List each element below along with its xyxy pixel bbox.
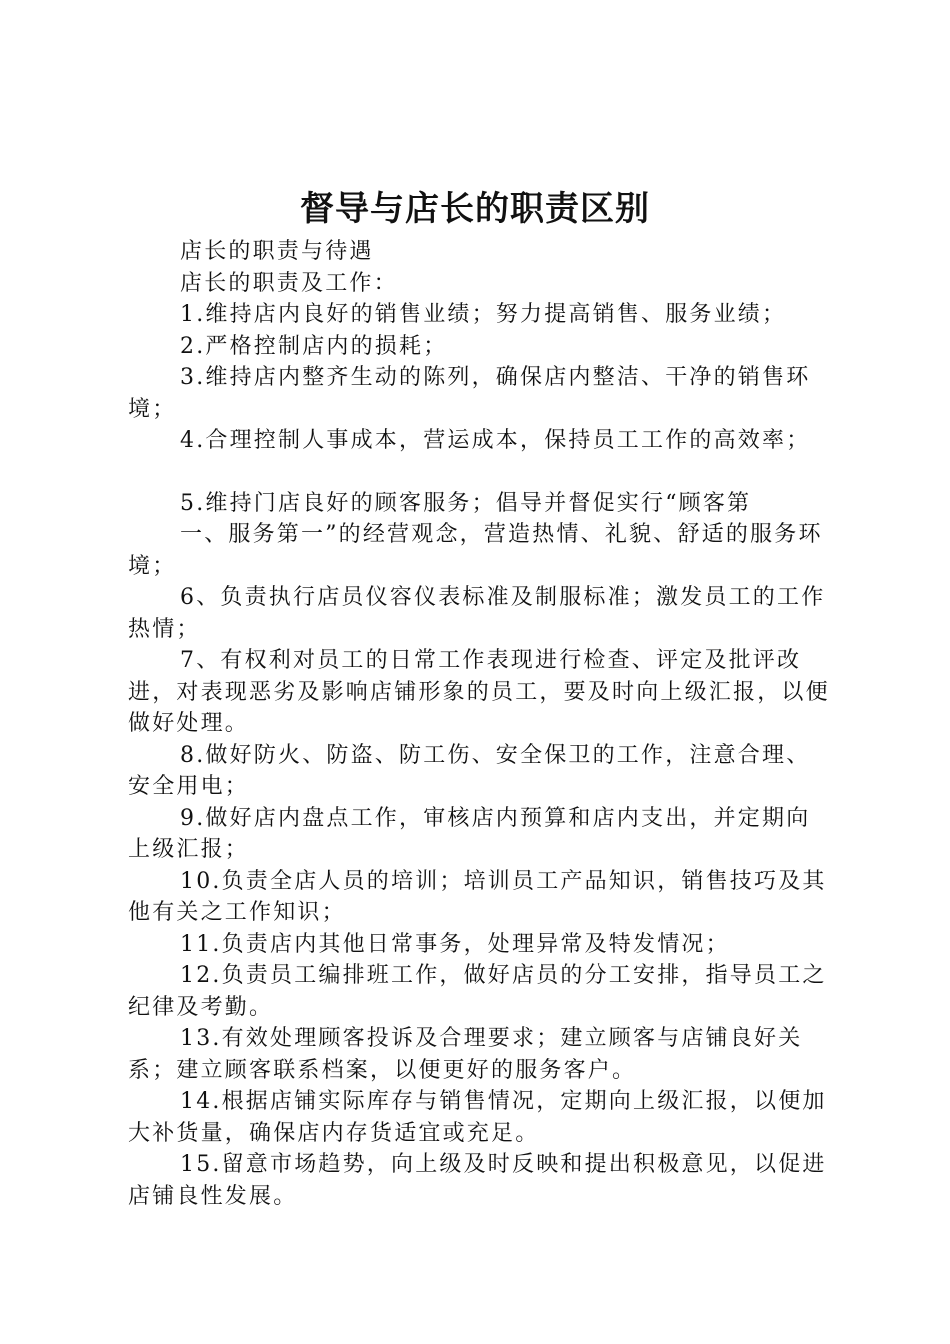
duty-item-10: 10.负责全店人员的培训；培训员工产品知识，销售技巧及其他有关之工作知识；: [128, 868, 827, 925]
document-body: [128, 236, 834, 1212]
duty-item-3: 3.维持店内整齐生动的陈列，确保店内整洁、干净的销售环境；: [128, 365, 811, 422]
duty-item-15: 15.留意市场趋势，向上级及时反映和提出积极意见，以促进店铺良性发展。: [128, 1152, 827, 1209]
duty-item-14: 14.根据店铺实际库存与销售情况，定期向上级汇报，以便加大补货量，确保店内存货适宜或充足。: [128, 1089, 827, 1146]
duty-item-6: 6、负责执行店员仪容仪表标准及制服标准；激发员工的工作热情；: [128, 585, 826, 642]
duty-item-7: 7、有权利对员工的日常工作表现进行检查、评定及批评改进，对表现恶劣及影响店铺形象的员工，要及时向上级汇报，以便做好处理。: [128, 648, 830, 736]
duty-item-1: 1.维持店内良好的销售业绩；努力提高销售、服务业绩；: [180, 302, 787, 327]
section-heading: 店长的职责与待遇: [180, 239, 374, 264]
duty-item-13: 13.有效处理顾客投诉及合理要求；建立顾客与店铺良好关系；建立顾客联系档案，以便更好的服务客户。: [128, 1026, 803, 1083]
duty-item-12: 12.负责员工编排班工作，做好店员的分工安排，指导员工之纪律及考勤。: [128, 963, 827, 1020]
duty-item-4: 4.合理控制人事成本，营运成本，保持员工工作的高效率；: [180, 428, 811, 453]
subsection-heading: 店长的职责及工作：: [180, 270, 398, 296]
duty-item-11: 11.负责店内其他日常事务，处理异常及特发情况；: [180, 931, 730, 957]
duty-item-8: 8.做好防火、防盗、防工伤、安全保卫的工作，注意合理、安全用电；: [128, 742, 811, 799]
duty-item-9: 9.做好店内盘点工作，审核店内预算和店内支出，并定期向上级汇报；: [128, 805, 811, 862]
duty-item-5-line-1: 5.维持门店良好的顾客服务；倡导并督促实行“顾客第: [180, 490, 752, 516]
document-title: 督导与店长的职责区别: [300, 189, 650, 229]
duty-item-2: 2.严格控制店内的损耗；: [180, 333, 448, 359]
duty-item-5-line-2: 一、服务第一”的经营观念，营造热情、礼貌、舒适的服务环境；: [128, 522, 823, 579]
